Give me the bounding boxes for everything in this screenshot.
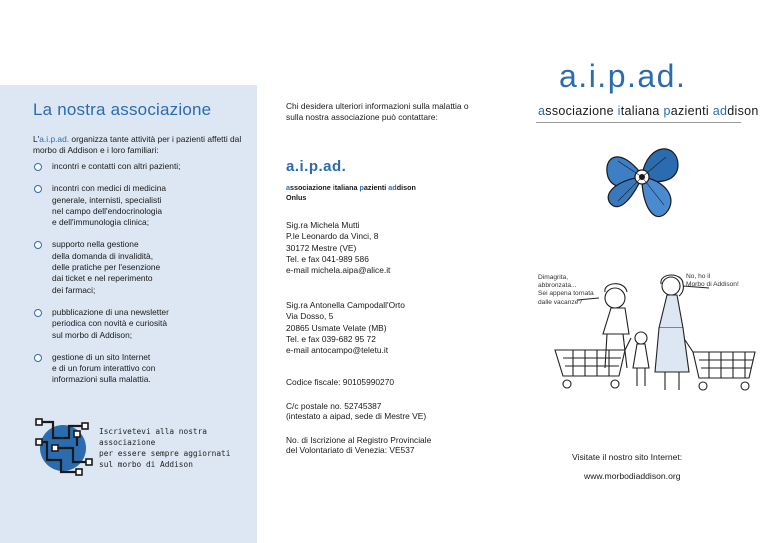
bullet-icon (34, 309, 42, 317)
list-item (33, 239, 253, 295)
contact-campodallorto: Sig.ra Antonella Campodall'Orto Via Dosso, 5 20865 Usmate Velate (MB) Tel. e fax 039-682 95 72 e-mail antocampo@teletu.it (286, 300, 405, 356)
activities-list (33, 161, 253, 397)
bullet-icon (34, 354, 42, 362)
intro-paragraph (33, 134, 251, 156)
intro-brand: a.i.p.ad. (39, 134, 70, 144)
list-item-text: gestione di un sito Internet e di un forum interattivo con informazioni sulla malattia. (52, 351, 156, 385)
contact-mutti: Sig.ra Michela Mutti P.le Leonardo da Vinci, 8 30172 Mestre (VE) Tel. e fax 041-989 586 e-mail michela.aipa@alice.it (286, 220, 391, 276)
join-invitation: Iscrivetevi alla nostra associazione per essere sempre aggiornati sul morbo di Addison (99, 427, 231, 469)
network-logo-icon (33, 412, 95, 484)
flower-icon (600, 135, 684, 225)
right-brand-subtitle: associazione italiana pazienti addison (538, 104, 759, 118)
onlus-label: Onlus (286, 193, 307, 202)
intro-text: organizza tante attività per i pazienti affetti dal morbo di Addison e i loro familiari: (33, 134, 242, 155)
contact-intro: Chi desidera ulteriori informazioni sulla malattia o sulla nostra associazione può contattare: (286, 101, 469, 123)
list-item-text: pubblicazione di una newsletter periodica con novità e curiosità sul morbo di Addison; (52, 306, 169, 340)
visit-site-label: Visitate il nostro sito Internet: (572, 452, 683, 462)
list-item-text: incontri e contatti con altri pazienti; (52, 161, 181, 171)
middle-brand-subtitle: associazione italiana pazienti addison Onlus (286, 183, 416, 202)
list-item (33, 307, 253, 341)
registry-number: No. di Iscrizione al Registro Provinciale del Volontariato di Venezia: VE537 (286, 435, 432, 455)
intro-prefix: L' (33, 134, 40, 144)
divider (536, 122, 741, 123)
middle-brand: a.i.p.ad. (286, 158, 347, 175)
bullet-icon (34, 241, 42, 249)
list-item-text: supporto nella gestione della domanda di invalidità, delle pratiche per l'esenzione dai ticket e nel reperimento dei farmaci; (52, 239, 161, 295)
right-brand-title: a.i.p.ad. (559, 58, 687, 94)
list-item (33, 183, 253, 228)
speech-bubble-answer: No, ho il Morbo di Addison! (686, 273, 739, 289)
list-item-text: incontri con medici di medicina generale, internisti, specialisti nel campo dell'endocrinologia e dell'immunologia clinica; (52, 183, 167, 228)
website-url[interactable]: www.morbodiaddison.org (584, 471, 681, 481)
postal-account: C/c postale no. 52745387 (intestato a aipad, sede di Mestre VE) (286, 401, 427, 421)
bullet-icon (34, 163, 42, 171)
fiscal-code: Codice fiscale: 90105990270 (286, 377, 395, 387)
speech-bubble-question: Dimagrita, abbronzata... Sei appena tornata dalle vacanze? (538, 274, 594, 306)
bullet-icon (34, 185, 42, 193)
list-item (33, 352, 253, 386)
list-item (33, 161, 253, 172)
section-title: La nostra associazione (33, 100, 212, 119)
